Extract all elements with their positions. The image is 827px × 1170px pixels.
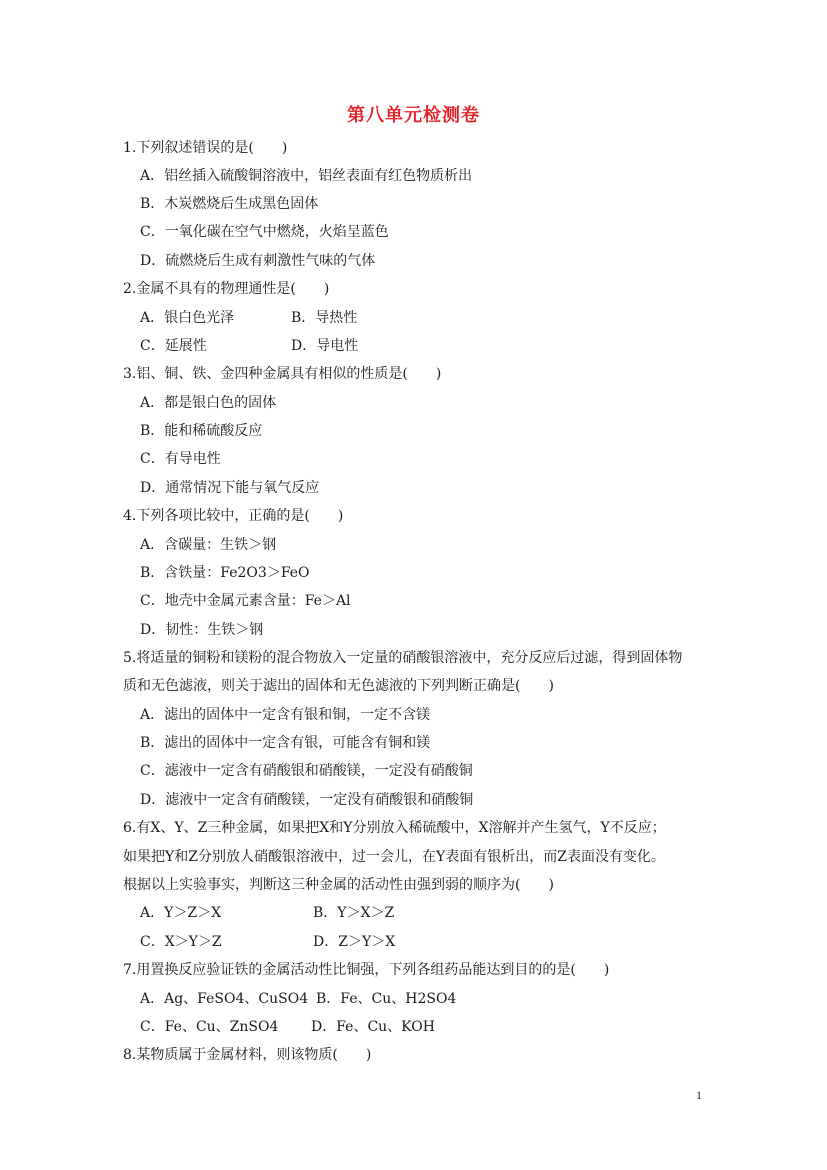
question-5-stem-line-1: 5.将适量的铜粉和镁粉的混合物放入一定量的硝酸银溶液中，充分反应后过滤，得到固体物 [123, 650, 683, 666]
question-7-stem: 7.用置换反应验证铁的金属活动性比铜强，下列各组药品能达到目的的是( ) [123, 962, 610, 978]
question-4-stem: 4.下列各项比较中，正确的是( ) [123, 508, 344, 524]
question-7-option-d: D．Fe、Cu、KOH [311, 1019, 435, 1035]
question-6-stem-line-2: 如果把Y和Z分别放人硝酸银溶液中，过一会儿，在Y表面有银析出，而Z表面没有变化。 [123, 849, 665, 865]
question-5-option-c: C．滤液中一定含有硝酸银和硝酸镁，一定没有硝酸铜 [140, 763, 473, 779]
question-6-option-d: D．Z＞Y＞X [313, 934, 396, 950]
question-5-option-a: A．滤出的固体中一定含有银和铜，一定不含镁 [140, 707, 431, 723]
question-6-stem-line-3: 根据以上实验事实，判断这三种金属的活动性由强到弱的顺序为( ) [123, 877, 554, 893]
question-7-option-b: B．Fe、Cu、H2SO4 [316, 991, 457, 1007]
question-6-stem-line-1: 6.有X、Y、Z三种金属，如果把X和Y分别放入稀硫酸中，X溶解并产生氢气，Y不反应； [123, 820, 666, 836]
question-3-stem: 3.铝、铜、铁、金四种金属具有相似的性质是( ) [123, 366, 442, 382]
question-1-option-a: A．铝丝插入硫酸铜溶液中，铝丝表面有红色物质析出 [140, 168, 473, 184]
question-2-option-d: D．导电性 [291, 338, 359, 354]
question-4-option-a: A．含碳量：生铁＞钢 [140, 537, 277, 553]
question-1-option-b: B．木炭燃烧后生成黑色固体 [140, 196, 319, 212]
question-3-option-c: C．有导电性 [140, 451, 221, 467]
question-5-stem-line-2: 质和无色滤液，则关于滤出的固体和无色滤液的下列判断正确是( ) [123, 678, 554, 694]
question-4-option-c: C．地壳中金属元素含量：Fe＞Al [140, 593, 351, 609]
question-2-option-a: A．银白色光泽 [140, 310, 235, 326]
question-6-option-c: C．X＞Y＞Z [140, 934, 222, 950]
page-title: 第八单元检测卷 [347, 105, 480, 126]
question-1-stem: 1.下列叙述错误的是( ) [123, 140, 288, 156]
question-3-option-d: D．通常情况下能与氧气反应 [140, 480, 320, 496]
question-5-option-d: D．滤液中一定含有硝酸镁，一定没有硝酸银和硝酸铜 [140, 792, 474, 808]
question-8-stem: 8.某物质属于金属材料，则该物质( ) [123, 1047, 372, 1063]
question-7-option-a: A．Ag、FeSO4、CuSO4 [140, 991, 309, 1007]
question-1-option-c: C．一氧化碳在空气中燃烧，火焰呈蓝色 [140, 224, 389, 240]
question-6-option-a: A．Y＞Z＞X [140, 905, 222, 921]
question-2-stem: 2.金属不具有的物理通性是( ) [123, 281, 330, 297]
question-1-option-d: D．硫燃烧后生成有刺激性气味的气体 [140, 253, 376, 269]
question-2-option-b: B．导热性 [291, 310, 358, 326]
question-7-option-c: C．Fe、Cu、ZnSO4 [140, 1019, 279, 1035]
page-number: 1 [696, 1088, 702, 1102]
question-3-option-b: B．能和稀硫酸反应 [140, 423, 263, 439]
question-5-option-b: B．滤出的固体中一定含有银，可能含有铜和镁 [140, 735, 431, 751]
question-4-option-b: B．含铁量：Fe2O3＞FeO [140, 565, 310, 581]
question-6-option-b: B．Y＞X＞Z [313, 905, 395, 921]
question-2-option-c: C．延展性 [140, 338, 207, 354]
question-4-option-d: D．韧性：生铁＞钢 [140, 622, 264, 638]
question-3-option-a: A．都是银白色的固体 [140, 395, 277, 411]
